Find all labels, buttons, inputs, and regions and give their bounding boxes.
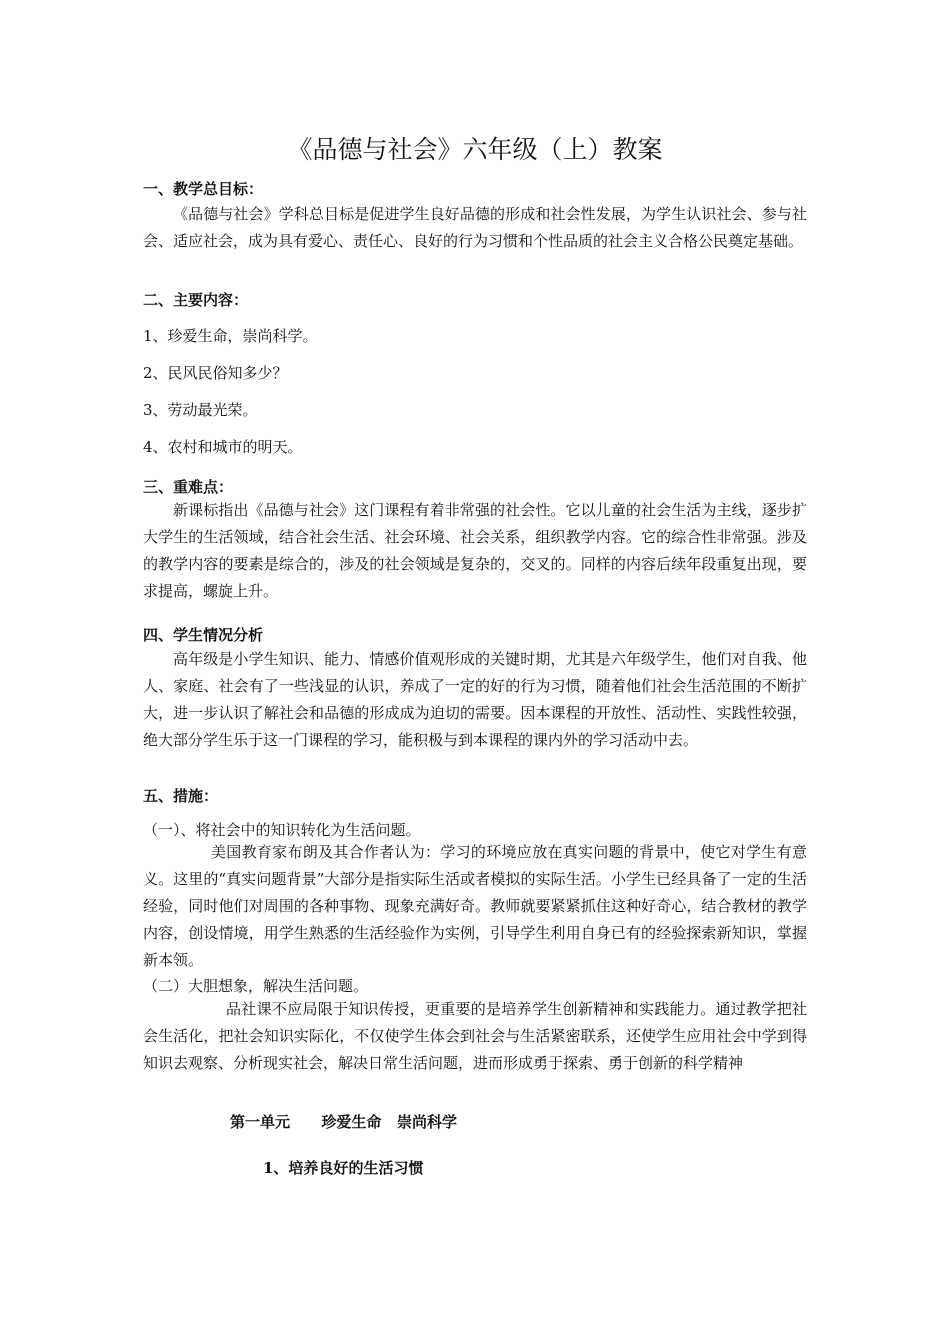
section-difficulty-paragraph: 新课标指出《品德与社会》这门课程有着非常强的社会性。它以儿童的社会生活为主线，逐步扩大学生的生活领域，结合社会生活、社会环境、社会关系，组织教学内容。它的综合性非常强。涉及的教学内容的要素是综合的，涉及的社会领域是复杂的，交叉的。同样的内容后续年段重复出现，要求提高，螺旋上升。: [143, 501, 807, 600]
lesson-heading: 1、培养良好的生活习惯: [263, 1159, 424, 1177]
measures-sub1-title: （一）、将社会中的知识转化为生活问题。: [143, 821, 421, 839]
content-item-3: 3、劳动最光荣。: [143, 401, 258, 419]
section-goal-paragraph: 《品德与社会》学科总目标是促进学生良好品德的形成和社会性发展，为学生认识社会、参与社会、适应社会，成为具有爱心、责任心、良好的行为习惯和个性品质的社会主义合格公民奠定基础。: [143, 205, 807, 250]
section-difficulty-heading: 三、重难点：: [143, 478, 234, 496]
section-students-heading: 四、学生情况分析: [143, 626, 264, 644]
section-measures-heading: 五、措施：: [143, 787, 219, 805]
content-item-1: 1、珍爱生命，崇尚科学。: [143, 327, 318, 345]
section-goal-heading: 一、教学总目标：: [143, 180, 264, 198]
unit-heading: 第一单元 珍爱生命 崇尚科学: [230, 1113, 458, 1131]
content-item-2: 2、民风民俗知多少？: [143, 364, 288, 382]
section-content-heading: 二、主要内容：: [143, 291, 249, 309]
measures-sub1-paragraph: 美国教育家布朗及其合作者认为：学习的环境应放在真实问题的背景中，使它对学生有意义。这里的“真实问题背景”大部分是指实际生活或者模拟的实际生活。小学生已经具备了一定的生活经验，同时他们对周围的各种事物、现象充满好奇。教师就要紧紧抓住这种好奇心，结合教材的教学内容，创设情境，用学生熟悉的生活经验作为实例，引导学生利用自身已有的经验探索新知识，掌握新本领。: [143, 843, 807, 969]
document-title: 《品德与社会》六年级（上）教案: [287, 135, 663, 164]
measures-sub2-title: （二）大胆想象，解决生活问题。: [143, 977, 369, 995]
section-students-paragraph: 高年级是小学生知识、能力、情感价值观形成的关键时期，尤其是六年级学生，他们对自我、他人、家庭、社会有了一些浅显的认识，养成了一定的好的行为习惯，随着他们社会生活范围的不断扩大，进一步认识了解社会和品德的形成成为迫切的需要。因本课程的开放性、活动性、实践性较强，绝大部分学生乐于这一门课程的学习，能积极与到本课程的课内外的学习活动中去。: [143, 650, 807, 749]
measures-sub2-paragraph: 品社课不应局限于知识传授，更重要的是培养学生创新精神和实践能力。通过教学把社会生活化，把社会知识实际化，不仅使学生体会到社会与生活紧密联系，还使学生应用社会中学到得知识去观察、分析现实社会，解决日常生活问题，进而形成勇于探索、勇于创新的科学精神: [143, 1000, 807, 1072]
content-item-4: 4、农村和城市的明天。: [143, 438, 303, 456]
